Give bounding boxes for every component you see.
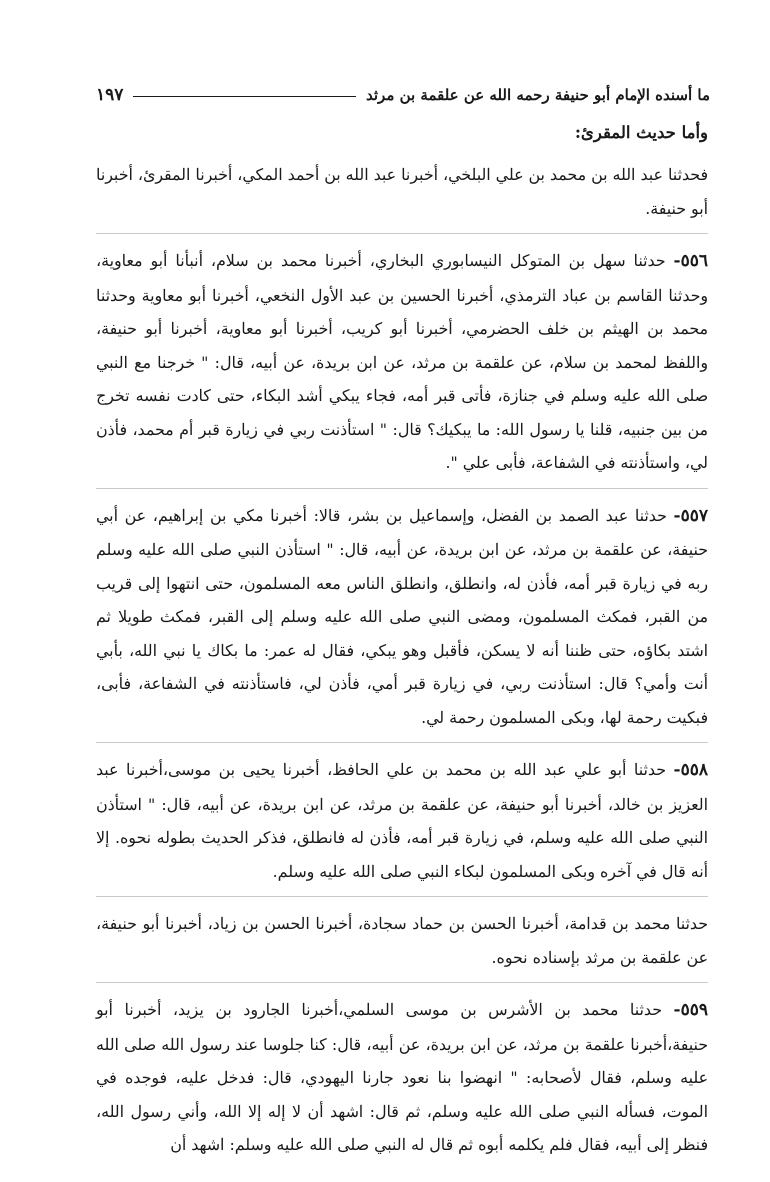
hadith-number: ٥٥٧- bbox=[673, 505, 708, 526]
paragraph-text: حدثنا محمد بن قدامة، أخبرنا الحسن بن حماد سجادة، أخبرنا الحسن بن زياد، أخبرنا أبو حنيفة، عن علقمة بن مرثد بإسناده نحوه. bbox=[96, 914, 708, 967]
hadith-number: ٥٥٦- bbox=[673, 251, 708, 271]
paragraph-text: حدثنا محمد بن الأشرس بن موسى السلمي،أخبرنا الجارود بن يزيد، أخبرنا أبو حنيفة،أخبرنا علقمة بن مرثد، عن ابن بريدة، عن أبيه، قال: كنا جلوسا عند رسول الله صلى الله عليه وسلم، فقال لأصحابه: " انهضوا بنا نعود جارنا اليهودي، قال: فدخل عليه، فوجده في الموت، فسأله النبي صلى الله عليه وسلم، ثم قال: اشهد أن لا إله إلا الله، وأني رسول الله، فنظر إلى أبيه، فقال فلم يكلمه أبوه ثم قال له النبي صلى الله عليه وسلم: اشهد أن bbox=[96, 1000, 708, 1154]
paragraph-text: حدثنا سهل بن المتوكل النيسابوري البخاري، أخبرنا محمد بن سلام، أنبأنا أبو معاوية، وحدثنا القاسم بن عباد الترمذي، أخبرنا الحسين بن عبد الأول النخعي، أخبرنا أبو معاوية وحدثنا محمد بن الهيثم بن خلف الحضرمي، أخبرنا أبو كريب، أخبرنا أبو معاوية، أخبرنا أبو حنيفة، واللفظ لمحمد بن سلام، عن علقمة بن مرثد، عن ابن بريدة، عن أبيه، قال: " خرجنا مع النبي صلى الله عليه وسلم في جنازة، فأتى قبر أمه، فجاء يبكي أشد البكاء، حتى كادت نفسه تخرج من بين جنبيه، قلنا يا رسول الله: ما يبكيك؟ قال: " استأذنت ربي في زيارة قبر أم محمد، فأذن لي، واستأذنته في الشفاعة، فأبى علي ". bbox=[96, 251, 708, 472]
running-header-title: ما أسنده الإمام أبو حنيفة رحمه الله عن علقمة بن مرثد bbox=[366, 86, 710, 104]
header-rule bbox=[133, 96, 356, 97]
hadith-paragraph bbox=[96, 982, 708, 1162]
paragraph-text: حدثنا أبو علي عبد الله بن محمد بن علي الحافظ، أخبرنا يحيى بن موسى،أخبرنا عبد العزيز بن خالد، أخبرنا أبو حنيفة، عن علقمة بن مرثد، عن ابن بريدة، عن أبيه، قال: " استأذن النبي صلى الله عليه وسلم، في زيارة قبر أمه، فأذن له فانطلق، فذكر الحديث بطوله نحوه. إلا أنه قال في آخره وبكى المسلمون لبكاء النبي صلى الله عليه وسلم. bbox=[96, 760, 708, 881]
hadith-number: ٥٥٩- bbox=[673, 1000, 708, 1020]
paragraph bbox=[96, 896, 708, 974]
page bbox=[96, 80, 708, 1170]
hadith-number: ٥٥٨- bbox=[673, 760, 708, 780]
section-subheading: وأما حديث المقرئ: bbox=[574, 123, 708, 142]
running-header bbox=[96, 80, 710, 110]
paragraph bbox=[96, 158, 708, 225]
hadith-paragraph bbox=[96, 488, 708, 735]
hadith-paragraph bbox=[96, 742, 708, 888]
hadith-paragraph bbox=[96, 233, 708, 480]
paragraph-text: فحدثنا عبد الله بن محمد بن علي البلخي، أخبرنا عبد الله بن أحمد المكي، أخبرنا المقرئ، أخبرنا أبو حنيفة. bbox=[96, 165, 708, 218]
page-number: ١٩٧ bbox=[96, 85, 124, 105]
paragraph-text: حدثنا عبد الصمد بن الفضل، وإسماعيل بن بشر، قالا: أخبرنا مكي بن إبراهيم، عن أبي حنيفة، عن علقمة بن مرثد، عن ابن بريدة، عن أبيه، قال: " استأذن النبي صلى الله عليه وسلم ربه في زيارة قبر أمه، فأذن له، وانطلق، وانطلق الناس معه المسلمون، حتى انتهوا إلى قريب من القبر، فمكث المسلمون، ومضى النبي صلى الله عليه وسلم إلى القبر، فمكث طويلا ثم اشتد بكاؤه، حتى ظننا أنه لا يسكن، فأقبل وهو يبكي، فقال له عمر: ما بكاك يا نبي الله، بأبي أنت وأمي؟ قال: استأذنت ربي، في زيارة قبر أمي، فأذن لي، فاستأذنته في الشفاعة، فأبى، فبكيت رحمة لها، وبكى المسلمون رحمة لي. bbox=[96, 505, 708, 727]
